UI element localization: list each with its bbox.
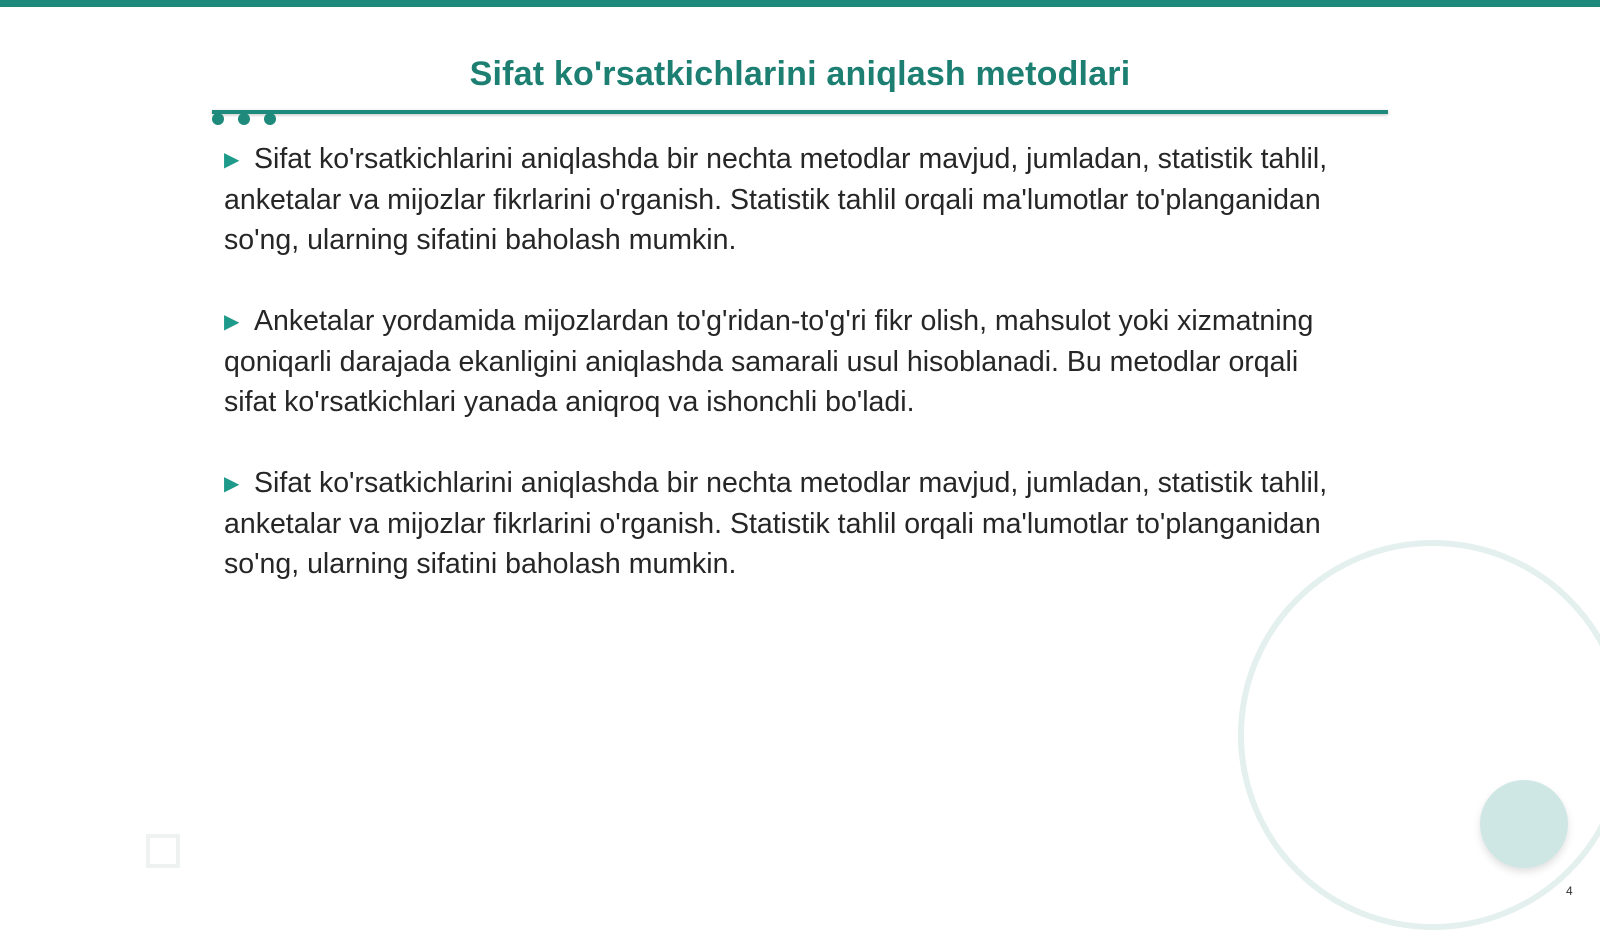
decorative-dot — [212, 113, 224, 125]
bullet-list — [224, 139, 1344, 625]
triangle-bullet-icon: ▶ — [224, 311, 240, 333]
decorative-square — [146, 834, 180, 868]
bullet-text: Sifat ko'rsatkichlarini aniqlashda bir nechta metodlar mavjud, jumladan, statistik tahlil, anketalar va mijozlar fikrlarini o'rganish. Statistik tahlil orqali ma'lumotlar to'planganidan so'ng, ularning sifatini baholash mumkin. — [224, 143, 1328, 256]
bullet-text: Sifat ko'rsatkichlarini aniqlashda bir nechta metodlar mavjud, jumladan, statistik tahlil, anketalar va mijozlar fikrlarini o'rganish. Statistik tahlil orqali ma'lumotlar to'planganidan so'ng, ularning sifatini baholash mumkin. — [224, 467, 1328, 580]
title-underline — [212, 110, 1388, 114]
decorative-circle — [1480, 780, 1568, 868]
decorative-dot — [238, 113, 250, 125]
decorative-dot — [264, 113, 276, 125]
top-accent-bar — [0, 0, 1600, 7]
bullet-paragraph-1 — [224, 139, 1344, 260]
page-number: 4 — [1566, 884, 1573, 898]
bullet-paragraph-2 — [224, 301, 1344, 422]
decorative-ring — [1238, 540, 1600, 930]
bullet-paragraph-3 — [224, 463, 1344, 584]
slide-title: Sifat ko'rsatkichlarini aniqlash metodlari — [469, 55, 1131, 93]
triangle-bullet-icon: ▶ — [224, 149, 240, 171]
bullet-text: Anketalar yordamida mijozlardan to'g'ridan-to'g'ri fikr olish, mahsulot yoki xizmatning qoniqarli darajada ekanligini aniqlashda samarali usul hisoblanadi. Bu metodlar orqali sifat ko'rsatkichlari yanada aniqroq va ishonchli bo'ladi. — [224, 305, 1314, 418]
triangle-bullet-icon: ▶ — [224, 473, 240, 495]
